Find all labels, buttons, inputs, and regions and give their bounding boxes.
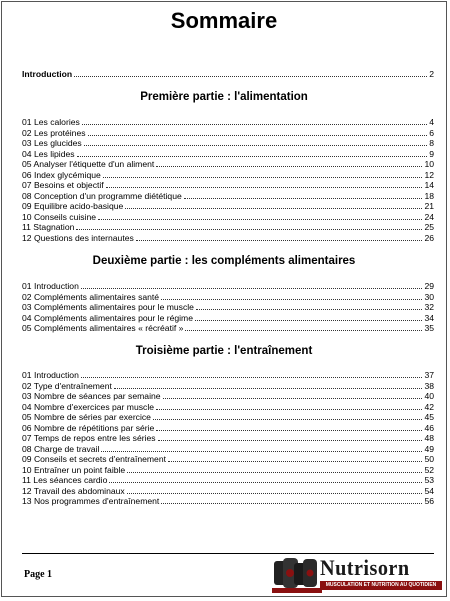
toc-item-label: 07 Besoins et objectif — [22, 180, 104, 190]
toc-leader-dots — [109, 475, 422, 483]
toc-item-page: 38 — [424, 380, 434, 391]
toc-item-label: 06 Index glycémique — [22, 169, 101, 180]
toc-item-page: 12 — [424, 169, 434, 180]
toc-item[interactable] — [22, 281, 434, 291]
toc-leader-dots — [156, 159, 422, 167]
toc-item[interactable] — [22, 444, 434, 454]
footer-page-number: Page 1 — [24, 569, 53, 580]
toc-leader-dots — [195, 313, 422, 321]
toc-item-page: 18 — [424, 190, 434, 201]
toc-leader-dots — [88, 128, 428, 136]
toc-item-page: 9 — [429, 148, 434, 159]
toc-leader-dots — [127, 486, 423, 494]
toc-item-label: 04 Nombre d'exercices par muscle — [22, 401, 155, 412]
toc-item[interactable] — [22, 486, 434, 496]
toc-item[interactable] — [22, 138, 434, 148]
toc-item-page: 35 — [424, 323, 434, 333]
toc-leader-dots — [74, 69, 427, 77]
toc-leader-dots — [184, 191, 423, 199]
toc-leader-dots — [101, 444, 422, 452]
toc-item[interactable] — [22, 292, 434, 302]
toc-item-page: 6 — [429, 127, 434, 138]
toc-item[interactable] — [22, 222, 434, 232]
toc-item-label: 04 Compléments alimentaires pour le régime — [22, 312, 193, 323]
dumbbell-plates-icon — [272, 555, 322, 593]
toc-item-label: 10 Entraîner un point faible — [22, 464, 126, 475]
toc-item-page: 40 — [424, 391, 434, 401]
toc-item[interactable] — [22, 191, 434, 201]
toc-item[interactable] — [22, 475, 434, 485]
section-title-complements: Deuxième partie : les compléments alimentaires — [92, 255, 356, 267]
toc-item-page: 8 — [429, 138, 434, 148]
toc-leader-dots — [98, 212, 422, 220]
toc-item-label: Introduction — [22, 69, 73, 79]
toc-item-page: 48 — [424, 433, 434, 443]
toc-item-page: 49 — [424, 443, 434, 454]
section-title-alimentation: Première partie : l'alimentation — [140, 91, 308, 103]
toc-item[interactable] — [22, 496, 434, 506]
toc-item-page: 53 — [424, 475, 434, 485]
toc-leader-dots — [76, 222, 422, 230]
toc-item[interactable] — [22, 170, 434, 180]
toc-item[interactable] — [22, 323, 434, 333]
section-title-entrainement: Troisième partie : l'entraînement — [135, 345, 313, 357]
toc-intro[interactable] — [22, 69, 434, 79]
toc-item-page: 2 — [429, 69, 434, 79]
toc-item[interactable] — [22, 370, 434, 380]
toc-item-page: 4 — [429, 117, 434, 127]
toc-item-page: 21 — [424, 201, 434, 211]
toc-item-page: 32 — [424, 302, 434, 312]
toc-leader-dots — [161, 496, 422, 504]
toc-item-label: 04 Les lipides — [22, 148, 75, 159]
toc-item-label: 05 Analyser l'étiquette d'un aliment — [22, 159, 155, 169]
toc-leader-dots — [114, 381, 423, 389]
toc-item-label: 11 Stagnation — [22, 222, 75, 232]
toc-item-label: 05 Nombre de séries par exercice — [22, 412, 151, 422]
toc-item-page: 29 — [424, 281, 434, 291]
toc-leader-dots — [125, 201, 422, 209]
toc-item-label: 02 Les protéines — [22, 127, 86, 138]
toc-leader-dots — [185, 323, 422, 331]
toc-leader-dots — [158, 433, 423, 441]
toc-item[interactable] — [22, 233, 434, 243]
toc-item-page: 10 — [424, 159, 434, 169]
toc-item-label: 08 Conception d'un programme diététique — [22, 190, 182, 201]
toc-item-label: 01 Introduction — [22, 370, 79, 380]
toc-item[interactable] — [22, 465, 434, 475]
footer-divider — [22, 553, 434, 554]
toc-leader-dots — [153, 412, 422, 420]
toc-leader-dots — [156, 423, 422, 431]
page-title: Sommaire — [170, 8, 278, 33]
toc-leader-dots — [81, 370, 423, 378]
toc-item[interactable] — [22, 402, 434, 412]
toc-item-label: 10 Conseils cuisine — [22, 211, 97, 222]
toc-leader-dots — [77, 149, 428, 157]
toc-item[interactable] — [22, 117, 434, 127]
toc-leader-dots — [136, 233, 423, 241]
toc-item[interactable] — [22, 128, 434, 138]
toc-item[interactable] — [22, 302, 434, 312]
toc-item-page: 30 — [424, 291, 434, 302]
toc-item[interactable] — [22, 180, 434, 190]
toc-item[interactable] — [22, 454, 434, 464]
toc-item-label: 01 Introduction — [22, 281, 79, 291]
toc-item-label: 09 Conseils et secrets d'entraînement — [22, 454, 166, 464]
toc-leader-dots — [82, 117, 427, 125]
toc-item-label: 11 Les séances cardio — [22, 475, 108, 485]
toc-leader-dots — [81, 281, 423, 289]
toc-item-page: 50 — [424, 454, 434, 464]
toc-item-page: 26 — [424, 232, 434, 243]
toc-leader-dots — [168, 454, 422, 462]
toc-item-page: 56 — [424, 496, 434, 506]
toc-item[interactable] — [22, 381, 434, 391]
toc-leader-dots — [127, 465, 422, 473]
toc-leader-dots — [196, 302, 422, 310]
toc-item-page: 37 — [424, 370, 434, 380]
toc-item-page: 24 — [424, 211, 434, 222]
toc-item-label: 07 Temps de repos entre les séries — [22, 433, 156, 443]
toc-leader-dots — [163, 391, 423, 399]
toc-item-label: 03 Les glucides — [22, 138, 82, 148]
document-page — [1, 1, 447, 597]
toc-item[interactable] — [22, 391, 434, 401]
toc-item-page: 25 — [424, 222, 434, 232]
toc-item-label: 02 Type d'entraînement — [22, 380, 112, 391]
toc-item-label: 01 Les calories — [22, 117, 80, 127]
toc-item-label: 02 Compléments alimentaires santé — [22, 291, 160, 302]
toc-item-page: 45 — [424, 412, 434, 422]
toc-item[interactable] — [22, 423, 434, 433]
toc-item[interactable] — [22, 159, 434, 169]
toc-leader-dots — [161, 292, 422, 300]
toc-item-label: 05 Compléments alimentaires « récréatif » — [22, 323, 184, 333]
toc-item[interactable] — [22, 433, 434, 443]
toc-item[interactable] — [22, 212, 434, 222]
logo-wordmark: Nutrisorn — [320, 555, 410, 580]
logo-tagline: MUSCULATION ET NUTRITION AU QUOTIDIEN — [320, 581, 442, 590]
toc-item-page: 54 — [424, 485, 434, 496]
toc-item-label: 08 Charge de travail — [22, 443, 100, 454]
toc-item-label: 03 Compléments alimentaires pour le muscle — [22, 302, 194, 312]
toc-item[interactable] — [22, 201, 434, 211]
toc-leader-dots — [103, 170, 423, 178]
toc-leader-dots — [106, 180, 423, 188]
toc-item-label: 12 Questions des internautes — [22, 232, 134, 243]
toc-item-page: 14 — [424, 180, 434, 190]
toc-item-page: 34 — [424, 312, 434, 323]
toc-item-label: 12 Travail des abdominaux — [22, 485, 125, 496]
toc-item-page: 46 — [424, 422, 434, 433]
toc-item-label: 13 Nos programmes d'entraînement — [22, 496, 160, 506]
toc-item-label: 03 Nombre de séances par semaine — [22, 391, 161, 401]
toc-leader-dots — [156, 402, 422, 410]
toc-item[interactable] — [22, 313, 434, 323]
toc-item[interactable] — [22, 412, 434, 422]
toc-item-page: 42 — [424, 401, 434, 412]
toc-item-page: 52 — [424, 464, 434, 475]
toc-item-label: 09 Equilibre acido-basique — [22, 201, 124, 211]
nutrisorn-logo — [272, 555, 444, 593]
toc-item-label: 06 Nombre de répétitions par série — [22, 422, 155, 433]
toc-item[interactable] — [22, 149, 434, 159]
toc-leader-dots — [84, 138, 427, 146]
